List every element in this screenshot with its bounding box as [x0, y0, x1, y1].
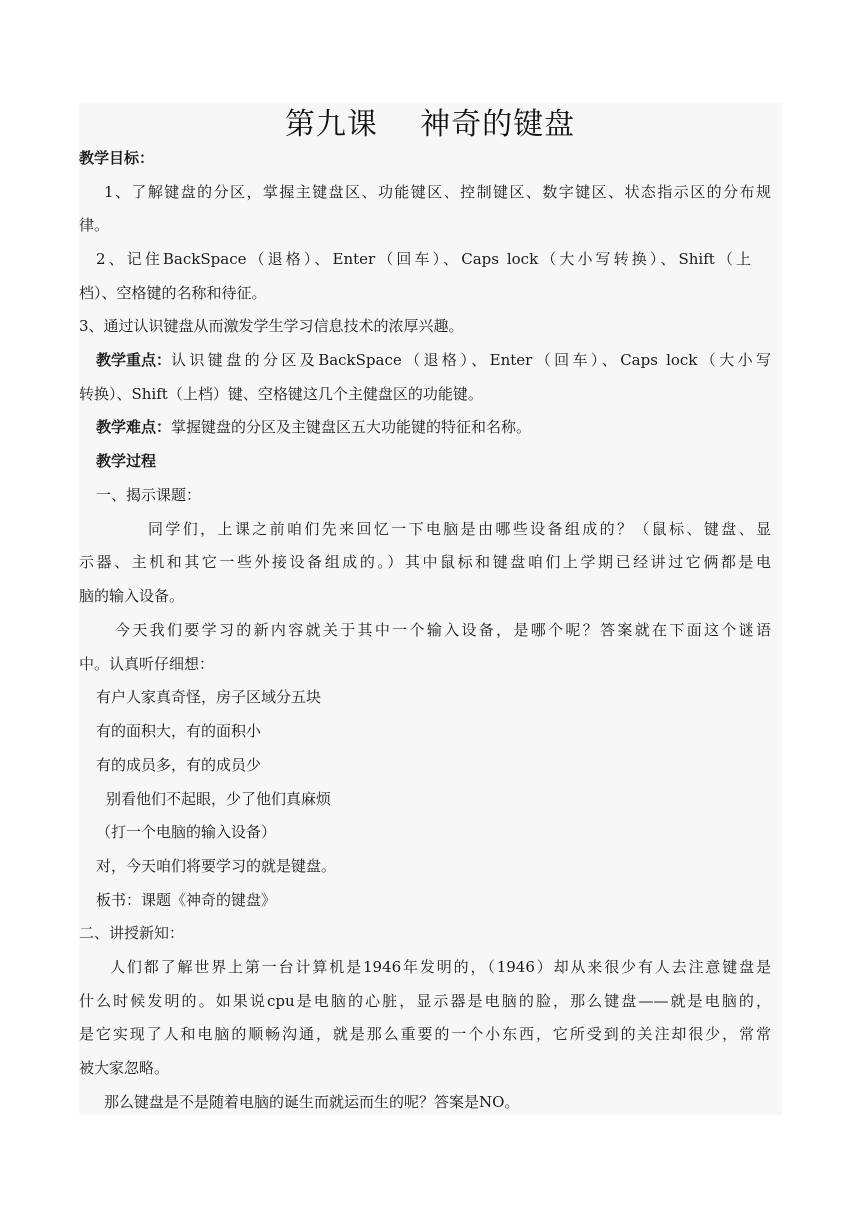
riddle-line-4: 别看他们不起眼，少了他们真麻烦 — [106, 790, 332, 808]
section-1-para-2-line-2: 中。认真听仔细想： — [79, 655, 215, 673]
riddle-line-2: 有的面积大，有的面积小 — [96, 722, 262, 740]
objectives-heading: 教学目标： — [79, 149, 155, 167]
difficulties-label: 教学难点： — [96, 418, 172, 436]
riddle-line-1: 有户人家真奇怪，房子区域分五块 — [96, 688, 322, 706]
key-points-text-1: 认识键盘的分区及BackSpace（退格）、Enter（回车）、Caps lock（大小写 — [171, 351, 771, 369]
section-2-para-1-line-1: 人们都了解世界上第一台计算机是1946年发明的，（1946）却从来很少有人去注意键盘是 — [110, 958, 771, 976]
objective-3: 3、通过认识键盘从而激发学生学习信息技术的浓厚兴趣。 — [79, 317, 464, 335]
key-points-label: 教学重点： — [96, 351, 172, 369]
difficulties-text: 掌握键盘的分区及主键盘区五大功能键的特征和名称。 — [171, 418, 532, 436]
section-2-heading: 二、讲授新知： — [79, 924, 185, 942]
objective-2-line-2: 档）、空格键的名称和待征。 — [79, 284, 267, 302]
objective-1-line-2: 律。 — [79, 216, 110, 234]
section-1-para-1-line-3: 脑的输入设备。 — [79, 587, 185, 605]
section-2-para-1-line-3: 是它实现了人和电脑的顺畅沟通，就是那么重要的一个小东西，它所受到的关注却很少，常常 — [79, 1025, 771, 1043]
section-1-heading: 一、揭示课题： — [96, 486, 202, 504]
section-1-para-1-line-2: 示器、主机和其它一些外接设备组成的。）其中鼠标和键盘咱们上学期已经讲过它俩都是电 — [79, 553, 771, 571]
difficulties-line — [96, 417, 531, 437]
riddle-line-3: 有的成员多，有的成员少 — [96, 756, 262, 774]
riddle-hint: （打一个电脑的输入设备） — [96, 823, 277, 841]
objective-2-line-1: 2、记住BackSpace（退格）、Enter（回车）、Caps lock（大小写转换）、Shift（上 — [96, 250, 751, 268]
key-points-line-2: 转换）、Shift（上档）键、空格键这几个主健盘区的功能键。 — [79, 385, 483, 403]
section-2-para-2: 那么键盘是不是随着电脑的诞生而就运而生的呢？答案是NO。 — [104, 1093, 520, 1111]
section-1-para-2-line-1: 今天我们要学习的新内容就关于其中一个输入设备，是哪个呢？答案就在下面这个谜语 — [115, 621, 771, 639]
process-heading: 教学过程 — [96, 452, 157, 470]
objective-1-line-1: 1、了解键盘的分区，掌握主键盘区、功能键区、控制键区、数字键区、状态指示区的分布规 — [104, 183, 771, 201]
riddle-answer: 对，今天咱们将要学习的就是键盘。 — [96, 857, 337, 875]
key-points-line-1 — [96, 350, 771, 370]
lesson-title: 第九课 神奇的键盘 — [284, 107, 576, 142]
section-1-para-1-line-1: 同学们，上课之前咱们先来回忆一下电脑是由哪些设备组成的？（鼠标、键盘、显 — [148, 520, 771, 538]
section-2-para-1-line-2: 什么时候发明的。如果说cpu是电脑的心脏，显示器是电脑的脸，那么键盘——就是电脑的， — [79, 992, 771, 1010]
board-note: 板书：课题《神奇的键盘》 — [96, 891, 277, 909]
section-2-para-1-line-4: 被大家忽略。 — [79, 1059, 170, 1077]
